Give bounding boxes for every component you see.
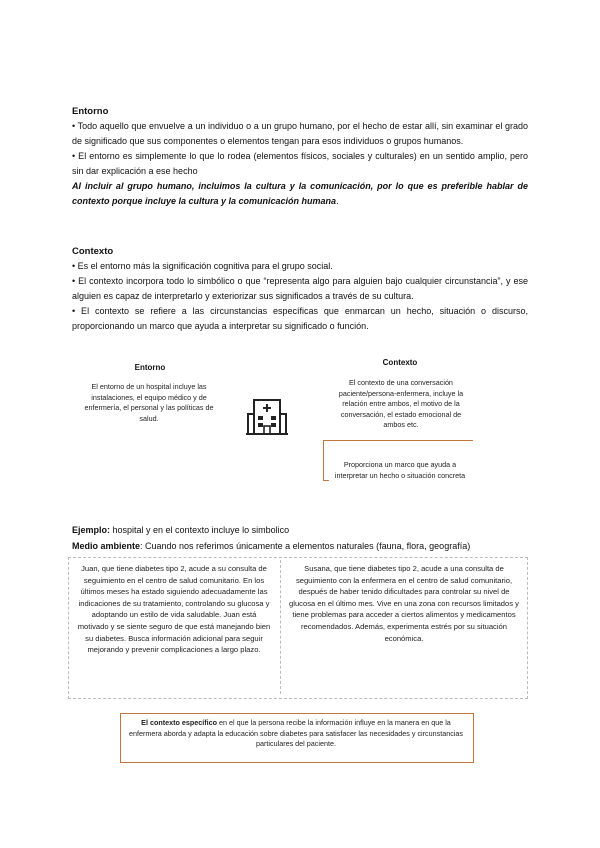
case-juan: Juan, que tiene diabetes tipo 2, acude a su consulta de seguimiento en el centro de salud comunitario. En los últimos meses ha estado siguiendo adecuadamente las indicaciones de su tratamiento, controlando su glucosa y adoptando un estilo de vida saludable. Juan está motivado y se siente seguro de que está manejando bien su diabetes. Busca información adicional para seguir mejorando y prevenir complicaciones a largo plazo.: [77, 564, 271, 655]
conclusion-bold: El contexto específico: [141, 718, 218, 727]
entorno-section: [72, 104, 528, 209]
medio-label: Medio ambiente: [72, 541, 141, 551]
bracket-top: [323, 440, 473, 441]
entorno-italic-text: Al incluir al grupo humano, incluimos la cultura y la comunicación, por lo que es preferible hablar de contexto porque incluye la cultura y la comunicación humana: [72, 181, 528, 206]
contexto-section: [72, 244, 528, 334]
conclusion-rest: en el que la persona recibe la información influye en la manera en que la enfermera aborda y adapta la educación sobre diabetes para satisfacer las necesidades y circunstancias particulares del paciente.: [128, 718, 463, 748]
ejemplo-label: Ejemplo:: [72, 525, 111, 535]
bracket-bottom: [323, 480, 329, 481]
entorno-italic-note: [72, 179, 528, 209]
contexto-paragraph-2: • El contexto incorpora todo lo simbólico o que “representa algo para alguien bajo cualquier circunstancia”, y ese alguien es capaz de interpretarlo y exteriorizar sus significados a través de su cultura.: [72, 276, 528, 301]
contexto-heading: Contexto: [72, 246, 114, 257]
ejemplo-text: hospital y en el contexto incluye lo simbolico: [110, 525, 290, 535]
cases-divider: [280, 560, 281, 694]
diagram-marco-box: Proporciona un marco que ayuda a interpretar un hecho o situación concreta: [334, 460, 466, 480]
entorno-italic-end: .: [336, 196, 339, 206]
diagram-entorno-text: El entorno de un hospital incluye las instalaciones, el equipo médico y de enfermería, el personal y las políticas de salud.: [84, 382, 214, 423]
hospital-icon: [244, 394, 290, 440]
entorno-paragraph-2: • El entorno es simplemente lo que lo rodea (elementos físicos, sociales y culturales) en un sentido amplio, pero sin dar explicación a ese hecho: [72, 151, 528, 176]
conclusion-text: [126, 718, 466, 750]
entorno-paragraph-1: • Todo aquello que envuelve a un individuo o a un grupo humano, por el hecho de estar allí, sin examinar el grado de significado que sus componentes o elementos tengan para esos individuos o grupos humanos.: [72, 121, 528, 146]
contexto-paragraph-1: • Es el entorno más la significación cognitiva para el grupo social.: [72, 261, 333, 271]
diagram-entorno-title: Entorno: [134, 363, 166, 372]
medio-text: : Cuando nos referimos únicamente a elementos naturales (fauna, flora, geografía): [140, 541, 471, 551]
diagram-contexto-title: Contexto: [382, 358, 418, 367]
ejemplo-line: [72, 523, 532, 538]
medio-ambiente-line: [72, 539, 542, 554]
diagram-contexto-text: El contexto de una conversación paciente/persona-enfermera, incluye la relación entre ambos, el motivo de la conversación, el estado emocional de ambos etc.: [338, 378, 464, 429]
contexto-paragraph-3: • El contexto se refiere a las circunstancias específicas que enmarcan un hecho, situación o discurso, proporcionando un marco que ayuda a interpretar su significado o función.: [72, 306, 528, 331]
entorno-heading: Entorno: [72, 106, 109, 117]
bracket-line: [323, 440, 324, 480]
case-susana: Susana, que tiene diabetes tipo 2, acude a una consulta de seguimiento con la enfermera en el centro de salud comunitario, después de haber tenido dificultades para controlar su nivel de glucosa en el último mes. Vive en una zona con recursos limitados y tiene problemas para acceder a ciertos alimentos y medicamentos recomendados. Además, experimenta estrés por su situación económica.: [289, 564, 519, 643]
